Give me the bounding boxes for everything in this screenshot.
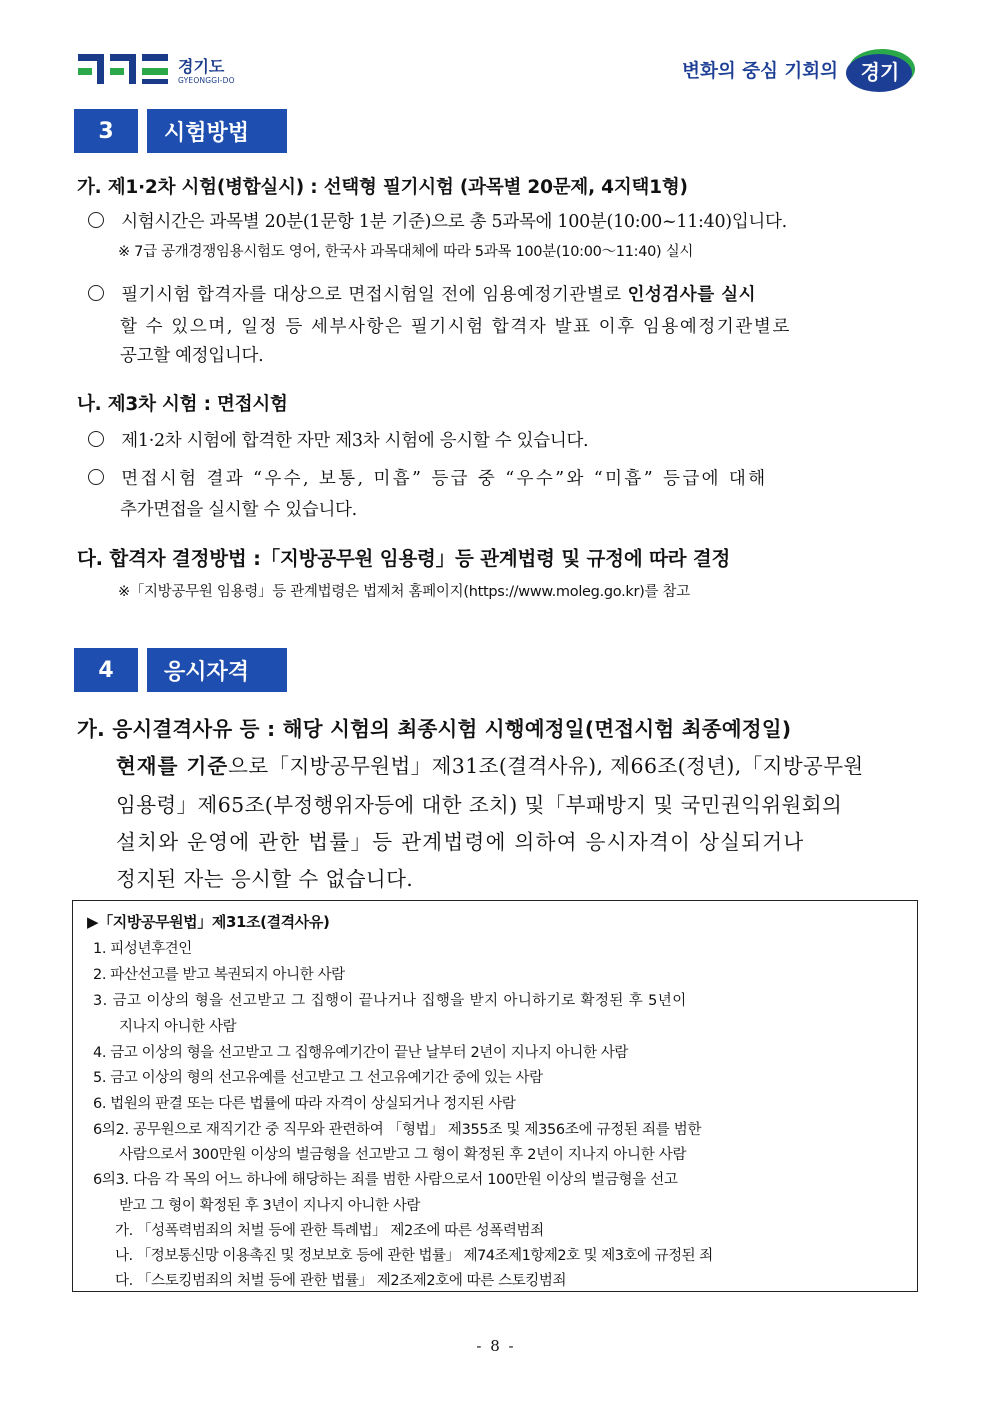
section4-a-emphasis: 현재를 기준	[116, 754, 229, 778]
section4-a-line1: 가. 응시결격사유 등 : 해당 시험의 최종시험 시행예정일(면접시험 최종예정일)	[77, 717, 792, 741]
logo-name: 경기도	[178, 57, 225, 76]
section4-a-line3: 임용령」제65조(부정행위자등에 대한 조치) 및「부패방지 및 국민권익위원회의	[116, 793, 843, 817]
section3-b-item1	[88, 427, 588, 452]
section3-b-item2	[88, 465, 768, 490]
slogan-text: 변화의 중심 기회의	[682, 61, 838, 82]
slogan	[682, 46, 916, 94]
box-line: 5. 금고 이상의 형의 선고유예를 선고받고 그 선고유예기간 중에 있는 사람	[93, 1070, 543, 1086]
section3-number: 3	[74, 109, 138, 153]
section3-a-item1-note: ※ 7급 공개경쟁임용시험도 영어, 한국사 과목대체에 따라 5과목 100분(10:00～11:40) 실시	[118, 244, 694, 260]
box-line: 다. 「스토킹범죄의 처벌 등에 관한 법률」 제2조제2호에 따른 스토킹범죄	[115, 1273, 567, 1289]
bullet-circle-icon	[88, 212, 104, 228]
section3-a-heading: 가. 제1·2차 시험(병합실시) : 선택형 필기시험 (과목별 20문제, 4지택1형)	[77, 177, 688, 198]
box-line: 지나지 아니한 사람	[119, 1019, 237, 1035]
bullet-circle-icon	[88, 469, 104, 485]
section3-a-item2-line3: 공고할 예정입니다.	[120, 346, 264, 366]
section4-a-line4: 설치와 운영에 관한 법률」등 관계법령에 의하여 응시자격이 상실되거나	[116, 830, 805, 854]
item-text: 면접시험 결과 “우수, 보통, 미흡” 등급 중 “우수”와 “미흡” 등급에 대해	[121, 469, 768, 489]
law-excerpt-box	[72, 900, 918, 1292]
section4-a-line2	[116, 749, 864, 779]
section3-a-item2-line2: 할 수 있으며, 일정 등 세부사항은 필기시험 합격자 발표 이후 임용예정기관별로	[120, 317, 791, 337]
box-line: 1. 피성년후견인	[93, 941, 192, 957]
bullet-circle-icon	[88, 431, 104, 447]
item-text-bold: 인성검사를 실시	[627, 285, 757, 305]
box-line: 2. 파산선고를 받고 복권되지 아니한 사람	[93, 967, 345, 983]
section3-b-item2-line2: 추가면접을 실시할 수 있습니다.	[120, 500, 357, 520]
box-title: ▶「지방공무원법」제31조(결격사유)	[87, 913, 330, 931]
box-line: 6의2. 공무원으로 재직기간 중 직무와 관련하여 「형법」 제355조 및 제356조에 규정된 죄를 범한	[93, 1122, 702, 1138]
gyeonggi-logo-icon	[78, 52, 170, 88]
section3-c-heading: 다. 합격자 결정방법 :「지방공무원 임용령」등 관계법령 및 규정에 따라 결정	[77, 547, 731, 570]
logo-en: GYEONGGI-DO	[178, 76, 235, 85]
item-text: 필기시험 합격자를 대상으로 면접시험일 전에 임용예정기관별로	[121, 285, 628, 305]
box-line: 나. 「정보통신망 이용촉진 및 정보보호 등에 관한 법률」 제74조제1항제2호 및 제3호에 규정된 죄	[115, 1248, 713, 1264]
section4-title: 응시자격	[147, 648, 287, 692]
box-line: 가. 「성폭력범죄의 처벌 등에 관한 특례법」 제2조에 따른 성폭력범죄	[115, 1223, 544, 1239]
section4-number: 4	[74, 648, 138, 692]
box-line: 3. 금고 이상의 형을 선고받고 그 집행이 끝나거나 집행을 받지 아니하기로 확정된 후 5년이	[93, 993, 687, 1009]
slogan-badge-text: 경기	[860, 60, 900, 84]
section3-c-note: ※「지방공무원 임용령」등 관계법령은 법제처 홈페이지(https://www.moleg.go.kr)를 참고	[118, 584, 690, 600]
section3-title: 시험방법	[147, 109, 287, 153]
bullet-circle-icon	[88, 285, 104, 301]
box-line: 6의3. 다음 각 목의 어느 하나에 해당하는 죄를 범한 사람으로서 100만원 이상의 벌금형을 선고	[93, 1172, 678, 1188]
section3-b-heading: 나. 제3차 시험 : 면접시험	[77, 394, 288, 415]
box-line: 받고 그 형이 확정된 후 3년이 지나지 아니한 사람	[119, 1198, 421, 1214]
item-text: 제1·2차 시험에 합격한 자만 제3차 시험에 응시할 수 있습니다.	[121, 431, 589, 451]
section4-a-line5: 정지된 자는 응시할 수 없습니다.	[116, 867, 414, 891]
box-line: 4. 금고 이상의 형을 선고받고 그 집행유예기간이 끝난 날부터 2년이 지나지 아니한 사람	[93, 1045, 629, 1061]
page-number: - 8 -	[476, 1337, 516, 1355]
gyeonggi-logo	[78, 52, 238, 92]
item-text: 시험시간은 과목별 20분(1문항 1분 기준)으로 총 5과목에 100분(10:00~11:40)입니다.	[121, 212, 787, 232]
box-line: 사람으로서 300만원 이상의 벌금형을 선고받고 그 형이 확정된 후 2년이 지나지 아니한 사람	[119, 1147, 687, 1163]
slogan-badge	[844, 47, 916, 93]
section4-a-line2-rest: 으로「지방공무원법」제31조(결격사유), 제66조(정년),「지방공무원	[228, 754, 864, 778]
section3-a-item1	[88, 208, 787, 233]
box-line: 6. 법원의 판결 또는 다른 법률에 따라 자격이 상실되거나 정지된 사람	[93, 1096, 516, 1112]
section3-a-item2	[88, 281, 756, 306]
